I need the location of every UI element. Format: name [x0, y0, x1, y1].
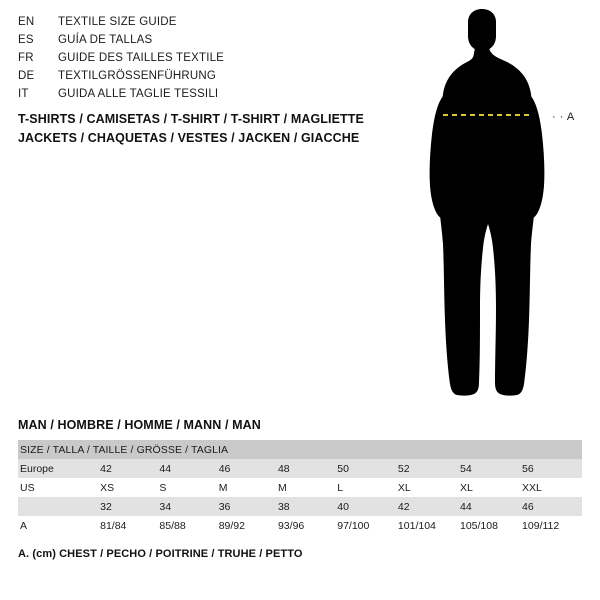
language-row — [18, 70, 378, 88]
category-list — [18, 110, 418, 148]
row-value: 105/108 — [458, 516, 520, 535]
row-value: 46 — [520, 497, 582, 516]
row-value: 42 — [396, 497, 458, 516]
row-value: 48 — [276, 459, 335, 478]
row-value: XL — [396, 478, 458, 497]
row-value: 81/84 — [98, 516, 157, 535]
row-value: M — [217, 478, 276, 497]
category-line: JACKETS / CHAQUETAS / VESTES / JACKEN / GIACCHE — [18, 131, 360, 145]
language-list — [18, 16, 378, 106]
row-value: 42 — [98, 459, 157, 478]
row-value: XL — [458, 478, 520, 497]
silhouette-icon — [395, 8, 595, 408]
category-line: T-SHIRTS / CAMISETAS / T-SHIRT / T-SHIRT / MAGLIETTE — [18, 112, 364, 126]
language-text: GUIDA ALLE TAGLIE TESSILI — [58, 88, 219, 100]
language-code: DE — [18, 70, 35, 82]
row-value: 32 — [98, 497, 157, 516]
table-row — [18, 459, 582, 478]
language-text: GUÍA DE TALLAS — [58, 34, 153, 46]
row-value: 52 — [396, 459, 458, 478]
row-value: L — [335, 478, 396, 497]
row-value: 93/96 — [276, 516, 335, 535]
table-title: MAN / HOMBRE / HOMME / MANN / MAN — [18, 418, 261, 432]
row-value: 44 — [458, 497, 520, 516]
row-value: 85/88 — [157, 516, 216, 535]
language-text: TEXTILE SIZE GUIDE — [58, 16, 177, 28]
language-text: GUIDE DES TAILLES TEXTILE — [58, 52, 225, 64]
table-header-label: SIZE / TALLA / TAILLE / GRÖSSE / TAGLIA — [18, 440, 582, 459]
language-code: FR — [18, 52, 34, 64]
language-row — [18, 34, 378, 52]
language-code: EN — [18, 16, 35, 28]
language-row — [18, 88, 378, 106]
row-value: 101/104 — [396, 516, 458, 535]
row-value: 54 — [458, 459, 520, 478]
footnote: A. (cm) CHEST / PECHO / POITRINE / TRUHE / PETTO — [18, 548, 303, 560]
size-table — [18, 440, 582, 535]
row-value: M — [276, 478, 335, 497]
row-value: 44 — [157, 459, 216, 478]
table-row — [18, 478, 582, 497]
row-label: US — [18, 478, 98, 497]
row-value: XXL — [520, 478, 582, 497]
male-silhouette-figure — [395, 8, 595, 408]
table-header-row — [18, 440, 582, 459]
row-value: 40 — [335, 497, 396, 516]
row-label: Europe — [18, 459, 98, 478]
measure-letter: A — [566, 111, 575, 123]
language-row — [18, 16, 378, 34]
table-row — [18, 497, 582, 516]
row-value: 46 — [217, 459, 276, 478]
row-value: 109/112 — [520, 516, 582, 535]
row-label: A — [18, 516, 98, 535]
row-value: 50 — [335, 459, 396, 478]
table-row — [18, 516, 582, 535]
language-code: IT — [18, 88, 29, 100]
measure-label-a — [552, 111, 575, 123]
language-code: ES — [18, 34, 34, 46]
row-value: 89/92 — [217, 516, 276, 535]
row-value: 38 — [276, 497, 335, 516]
row-value: XS — [98, 478, 157, 497]
row-value: 36 — [217, 497, 276, 516]
row-value: 56 — [520, 459, 582, 478]
language-text: TEXTILGRÖSSENFÜHRUNG — [58, 70, 216, 82]
row-value: 34 — [157, 497, 216, 516]
row-value: S — [157, 478, 216, 497]
measure-dots: · · — [552, 111, 564, 123]
row-label — [18, 497, 98, 516]
language-row — [18, 52, 378, 70]
row-value: 97/100 — [335, 516, 396, 535]
